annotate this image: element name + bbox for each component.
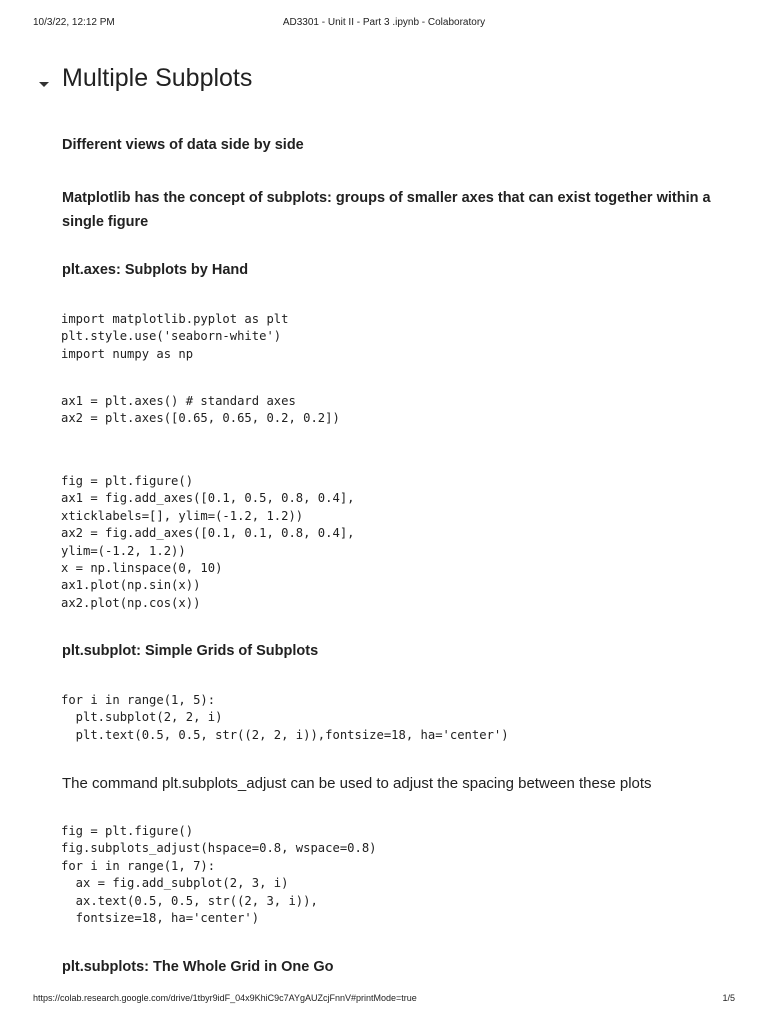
heading-plt-axes: plt.axes: Subplots by Hand bbox=[62, 262, 249, 278]
section-collapse-toggle[interactable] bbox=[37, 77, 51, 91]
text-cell-adjust-note: The command plt.subplots_adjust can be used to adjust the spacing between these plots bbox=[62, 775, 652, 792]
print-datetime: 10/3/22, 12:12 PM bbox=[33, 17, 115, 28]
heading-plt-subplot: plt.subplot: Simple Grids of Subplots bbox=[62, 643, 319, 659]
print-url: https://colab.research.google.com/drive/1tbyr9idF_04x9KhiC9c7AYgAUZcjFnnV#printMode=true bbox=[33, 993, 417, 1003]
print-doc-title: AD3301 - Unit II - Part 3 .ipynb - Colaboratory bbox=[282, 17, 486, 28]
page-number: 1/5 bbox=[722, 993, 735, 1003]
code-cell-subplots-adjust[interactable]: fig = plt.figure() fig.subplots_adjust(hspace=0.8, wspace=0.8) for i in range(1, 7): ax = fig.add_subplot(2, 3, i) ax.text(0.5, 0.5, str((2, 3, i)), fontsize=18, ha='center') bbox=[61, 824, 377, 926]
heading-plt-subplots: plt.subplots: The Whole Grid in One Go bbox=[62, 959, 334, 975]
caret-down-icon bbox=[39, 82, 49, 87]
section-title: Multiple Subplots bbox=[62, 64, 253, 92]
code-cell-axes-figure[interactable]: fig = plt.figure() ax1 = fig.add_axes([0.1, 0.5, 0.8, 0.4], xticklabels=[], ylim=(-1.2, 1.2)) ax2 = fig.add_axes([0.1, 0.1, 0.8, 0.4], ylim=(-1.2, 1.2)) x = np.linspace(0, 10) ax1.plot(np.sin(x)) ax2.plot(np.cos(x)) bbox=[61, 474, 355, 610]
text-cell-subtitle: Different views of data side by side bbox=[62, 137, 304, 153]
text-cell-intro: Matplotlib has the concept of subplots: groups of smaller axes that can exist together within a single figure bbox=[62, 190, 711, 230]
code-cell-subplot-loop[interactable]: for i in range(1, 5): plt.subplot(2, 2, i) plt.text(0.5, 0.5, str((2, 2, i)),fontsize=18, ha='center') bbox=[61, 693, 509, 742]
code-cell-imports[interactable]: import matplotlib.pyplot as plt plt.style.use('seaborn-white') import numpy as np bbox=[61, 312, 289, 361]
code-cell-axes-basic[interactable]: ax1 = plt.axes() # standard axes ax2 = plt.axes([0.65, 0.65, 0.2, 0.2]) bbox=[61, 394, 340, 426]
